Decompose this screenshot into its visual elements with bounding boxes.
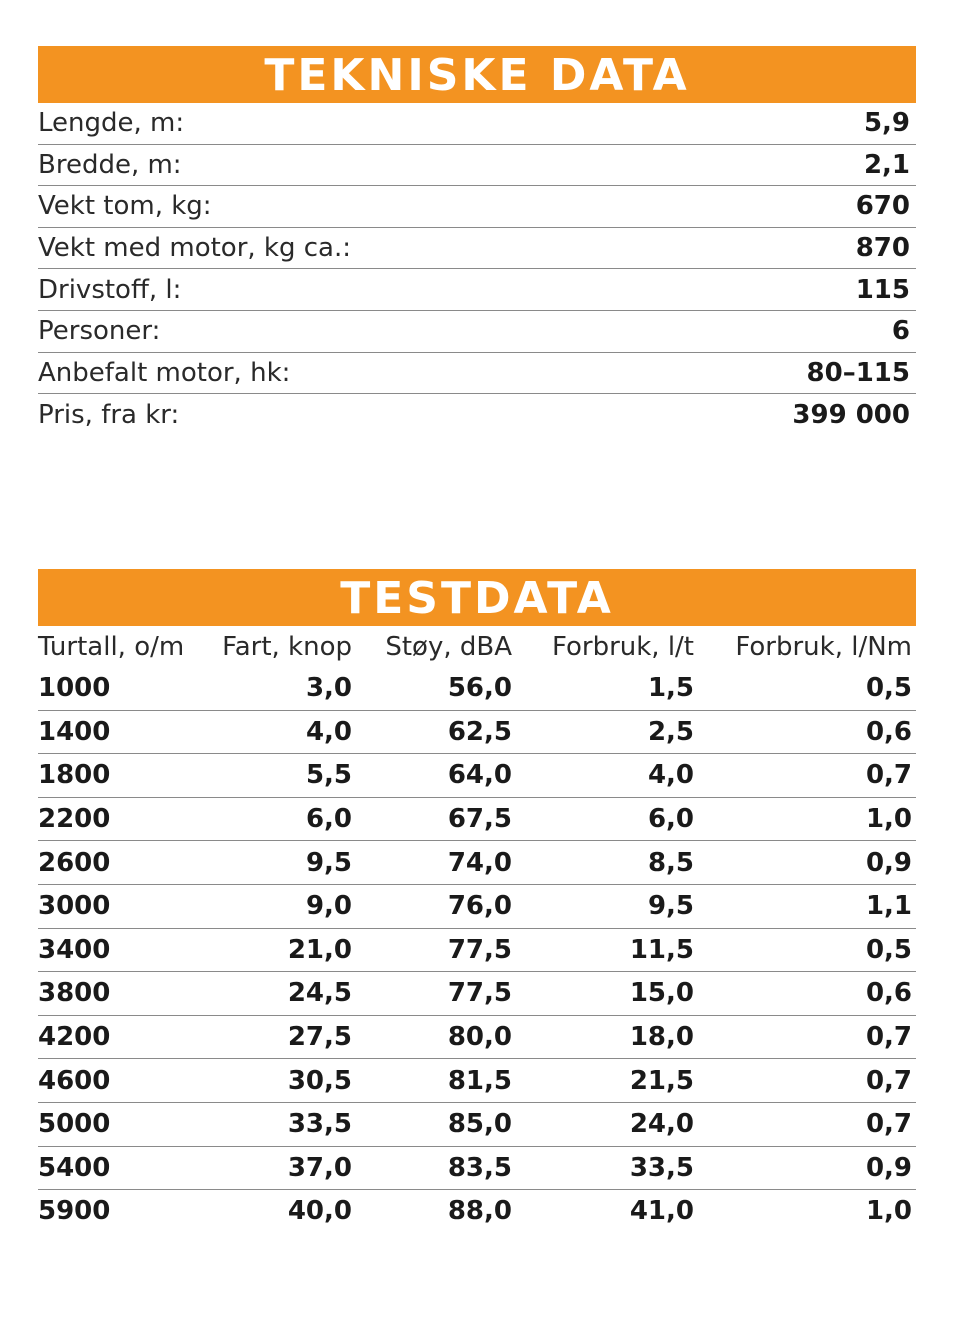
table-cell: 2200 — [38, 797, 188, 841]
table-cell: 37,0 — [188, 1146, 352, 1190]
column-header: Forbruk, l/Nm — [735, 631, 912, 662]
technical-data-title: TEKNISKE DATA — [38, 46, 916, 103]
table-cell: 4,0 — [188, 710, 352, 754]
table-cell: 77,5 — [352, 972, 512, 1016]
table-cell: 24,5 — [188, 972, 352, 1016]
table-cell: 21,0 — [188, 928, 352, 972]
table-cell: 40,0 — [188, 1190, 352, 1233]
table-cell: 0,5 — [865, 673, 912, 704]
table-cell: 0,7 — [694, 1102, 916, 1146]
table-cell: 1000 — [38, 673, 111, 704]
table-row — [38, 1146, 916, 1190]
table-cell: 1,1 — [694, 884, 916, 928]
table-cell: 11,5 — [512, 928, 694, 972]
spec-row — [38, 269, 916, 311]
spec-value: 399 000 — [792, 399, 910, 430]
spec-label: Personer: — [38, 316, 161, 347]
table-cell: 0,6 — [694, 710, 916, 754]
table-cell: 4200 — [38, 1015, 188, 1059]
table-cell: 76,0 — [352, 884, 512, 928]
table-cell: 1,0 — [694, 797, 916, 841]
table-cell: 1400 — [38, 710, 188, 754]
test-data-section — [38, 569, 916, 1233]
table-cell: 0,7 — [694, 1015, 916, 1059]
spec-value: 870 — [855, 233, 910, 264]
table-row — [38, 797, 916, 841]
table-row — [38, 1059, 916, 1103]
spec-label: Vekt tom, kg: — [38, 191, 212, 222]
table-row — [38, 841, 916, 885]
table-cell: 6,0 — [512, 797, 694, 841]
column-header: Turtall, o/m — [38, 631, 185, 662]
table-cell: 0,6 — [694, 972, 916, 1016]
spec-label: Lengde, m: — [38, 108, 185, 139]
test-data-header-row — [38, 626, 916, 667]
table-cell: 88,0 — [352, 1190, 512, 1233]
spec-value: 6 — [891, 316, 910, 347]
spec-list — [38, 103, 916, 436]
table-cell: 62,5 — [352, 710, 512, 754]
table-cell: 0,9 — [694, 841, 916, 885]
spec-label: Pris, fra kr: — [38, 399, 180, 430]
spec-row — [38, 394, 916, 436]
column-header: Fart, knop — [222, 631, 352, 662]
spec-value: 115 — [855, 274, 910, 305]
table-cell: 83,5 — [352, 1146, 512, 1190]
spec-row — [38, 353, 916, 395]
table-row — [38, 1015, 916, 1059]
table-cell: 5400 — [38, 1146, 188, 1190]
table-cell: 4,0 — [512, 754, 694, 798]
spec-value: 670 — [855, 191, 910, 222]
table-cell: 5,5 — [188, 754, 352, 798]
test-data-title: TESTDATA — [38, 569, 916, 626]
table-row — [38, 710, 916, 754]
spec-row — [38, 311, 916, 353]
table-cell: 18,0 — [512, 1015, 694, 1059]
spec-value: 80–115 — [806, 357, 910, 388]
table-cell: 81,5 — [352, 1059, 512, 1103]
table-cell: 85,0 — [352, 1102, 512, 1146]
table-cell: 0,7 — [694, 1059, 916, 1103]
table-cell: 2,5 — [512, 710, 694, 754]
spec-row — [38, 186, 916, 228]
table-cell: 74,0 — [352, 841, 512, 885]
table-cell: 9,0 — [188, 884, 352, 928]
table-cell: 27,5 — [188, 1015, 352, 1059]
test-data-body — [38, 667, 916, 1233]
table-cell: 80,0 — [352, 1015, 512, 1059]
table-cell: 21,5 — [512, 1059, 694, 1103]
table-cell: 64,0 — [352, 754, 512, 798]
table-cell: 6,0 — [188, 797, 352, 841]
table-cell: 4600 — [38, 1059, 188, 1103]
table-cell: 9,5 — [188, 841, 352, 885]
table-cell: 33,5 — [188, 1102, 352, 1146]
table-row — [38, 884, 916, 928]
table-cell: 3400 — [38, 928, 188, 972]
table-cell: 9,5 — [512, 884, 694, 928]
table-cell: 1800 — [38, 754, 188, 798]
table-cell: 2600 — [38, 841, 188, 885]
table-cell: 0,9 — [694, 1146, 916, 1190]
table-row — [38, 1190, 916, 1233]
table-cell: 77,5 — [352, 928, 512, 972]
spec-value: 5,9 — [863, 108, 910, 139]
test-data-table — [38, 626, 916, 1233]
table-cell: 5900 — [38, 1190, 188, 1233]
table-cell: 0,7 — [694, 754, 916, 798]
table-row — [38, 1102, 916, 1146]
table-row — [38, 972, 916, 1016]
table-cell: 3,0 — [305, 673, 352, 704]
spec-row — [38, 228, 916, 270]
spec-label: Anbefalt motor, hk: — [38, 357, 291, 388]
table-cell: 41,0 — [512, 1190, 694, 1233]
table-cell: 67,5 — [352, 797, 512, 841]
spec-label: Bredde, m: — [38, 149, 182, 180]
column-header: Forbruk, l/t — [551, 631, 694, 662]
table-row — [38, 667, 916, 710]
table-cell: 5000 — [38, 1102, 188, 1146]
table-cell: 8,5 — [512, 841, 694, 885]
technical-data-section — [38, 46, 916, 436]
spec-row — [38, 145, 916, 187]
table-cell: 1,5 — [647, 673, 694, 704]
spec-label: Vekt med motor, kg ca.: — [38, 233, 352, 264]
spec-label: Drivstoff, l: — [38, 274, 182, 305]
spec-row — [38, 103, 916, 145]
table-cell: 3800 — [38, 972, 188, 1016]
table-cell: 0,5 — [694, 928, 916, 972]
table-cell: 30,5 — [188, 1059, 352, 1103]
table-row — [38, 754, 916, 798]
table-row — [38, 928, 916, 972]
table-cell: 15,0 — [512, 972, 694, 1016]
table-cell: 24,0 — [512, 1102, 694, 1146]
table-cell: 1,0 — [694, 1190, 916, 1233]
column-header: Støy, dBA — [385, 631, 512, 662]
table-cell: 33,5 — [512, 1146, 694, 1190]
table-cell: 3000 — [38, 884, 188, 928]
spec-value: 2,1 — [863, 149, 910, 180]
table-cell: 56,0 — [447, 673, 512, 704]
